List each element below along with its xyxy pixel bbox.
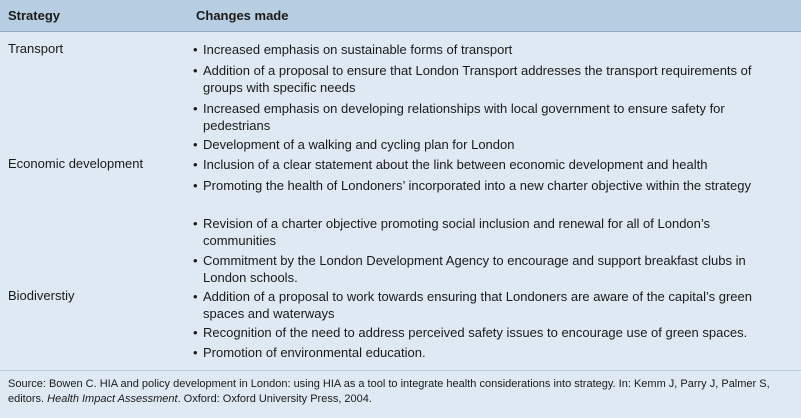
bullet-icon: • xyxy=(193,216,198,231)
change-item: • Inclusion of a clear statement about the link between economic development and health xyxy=(193,157,708,172)
bullet-icon: • xyxy=(193,345,198,360)
source-citation: Source: Bowen C. HIA and policy development in London: using HIA as a tool to integrate health considerations into strategy. In: Kemm J, Parry J, Palmer S, editors. Health Impact Assessment. Oxford: Oxford University Press, 2004. xyxy=(8,378,770,405)
bullet-icon: • xyxy=(193,178,198,193)
change-item: • Increased emphasis on sustainable forms of transport xyxy=(193,42,513,57)
header-changes: Changes made xyxy=(196,8,289,23)
change-item: • Revision of a charter objective promoting social inclusion and renewal for all of London’s communities xyxy=(193,216,711,248)
change-item: • Increased emphasis on developing relationships with local government to ensure safety for pedestrians xyxy=(193,101,725,133)
strategy-economic-development: Economic development xyxy=(8,156,144,171)
bullet-icon: • xyxy=(193,137,198,152)
change-item: • Development of a walking and cycling plan for London xyxy=(193,137,515,152)
bullet-icon: • xyxy=(193,63,198,78)
bullet-icon: • xyxy=(193,157,198,172)
bullet-icon: • xyxy=(193,42,198,57)
table-body xyxy=(0,31,801,369)
bullet-icon: • xyxy=(193,289,198,304)
strategy-biodiversity: Biodiverstiy xyxy=(8,288,75,303)
change-item: • Promotion of environmental education. xyxy=(193,345,426,360)
change-item: • Commitment by the London Development Agency to encourage and support breakfast clubs in London schools. xyxy=(193,253,746,285)
source-book-title: Health Impact Assessment xyxy=(47,393,178,405)
strategy-transport: Transport xyxy=(8,41,64,56)
source-footer xyxy=(0,370,801,418)
bullet-icon: • xyxy=(193,101,198,116)
change-item: • Addition of a proposal to ensure that London Transport addresses the transport requirements of groups with specific needs xyxy=(193,63,752,95)
change-item: • Promoting the health of Londoners’ incorporated into a new charter objective within the strategy xyxy=(193,178,752,193)
header-strategy: Strategy xyxy=(8,8,61,23)
change-item: • Addition of a proposal to work towards ensuring that Londoners are aware of the capital’s green spaces and waterways xyxy=(193,289,752,321)
bullet-icon: • xyxy=(193,325,198,340)
table-header xyxy=(0,0,801,32)
bullet-icon: • xyxy=(193,253,198,268)
change-item: • Recognition of the need to address perceived safety issues to encourage use of green spaces. xyxy=(193,325,748,340)
